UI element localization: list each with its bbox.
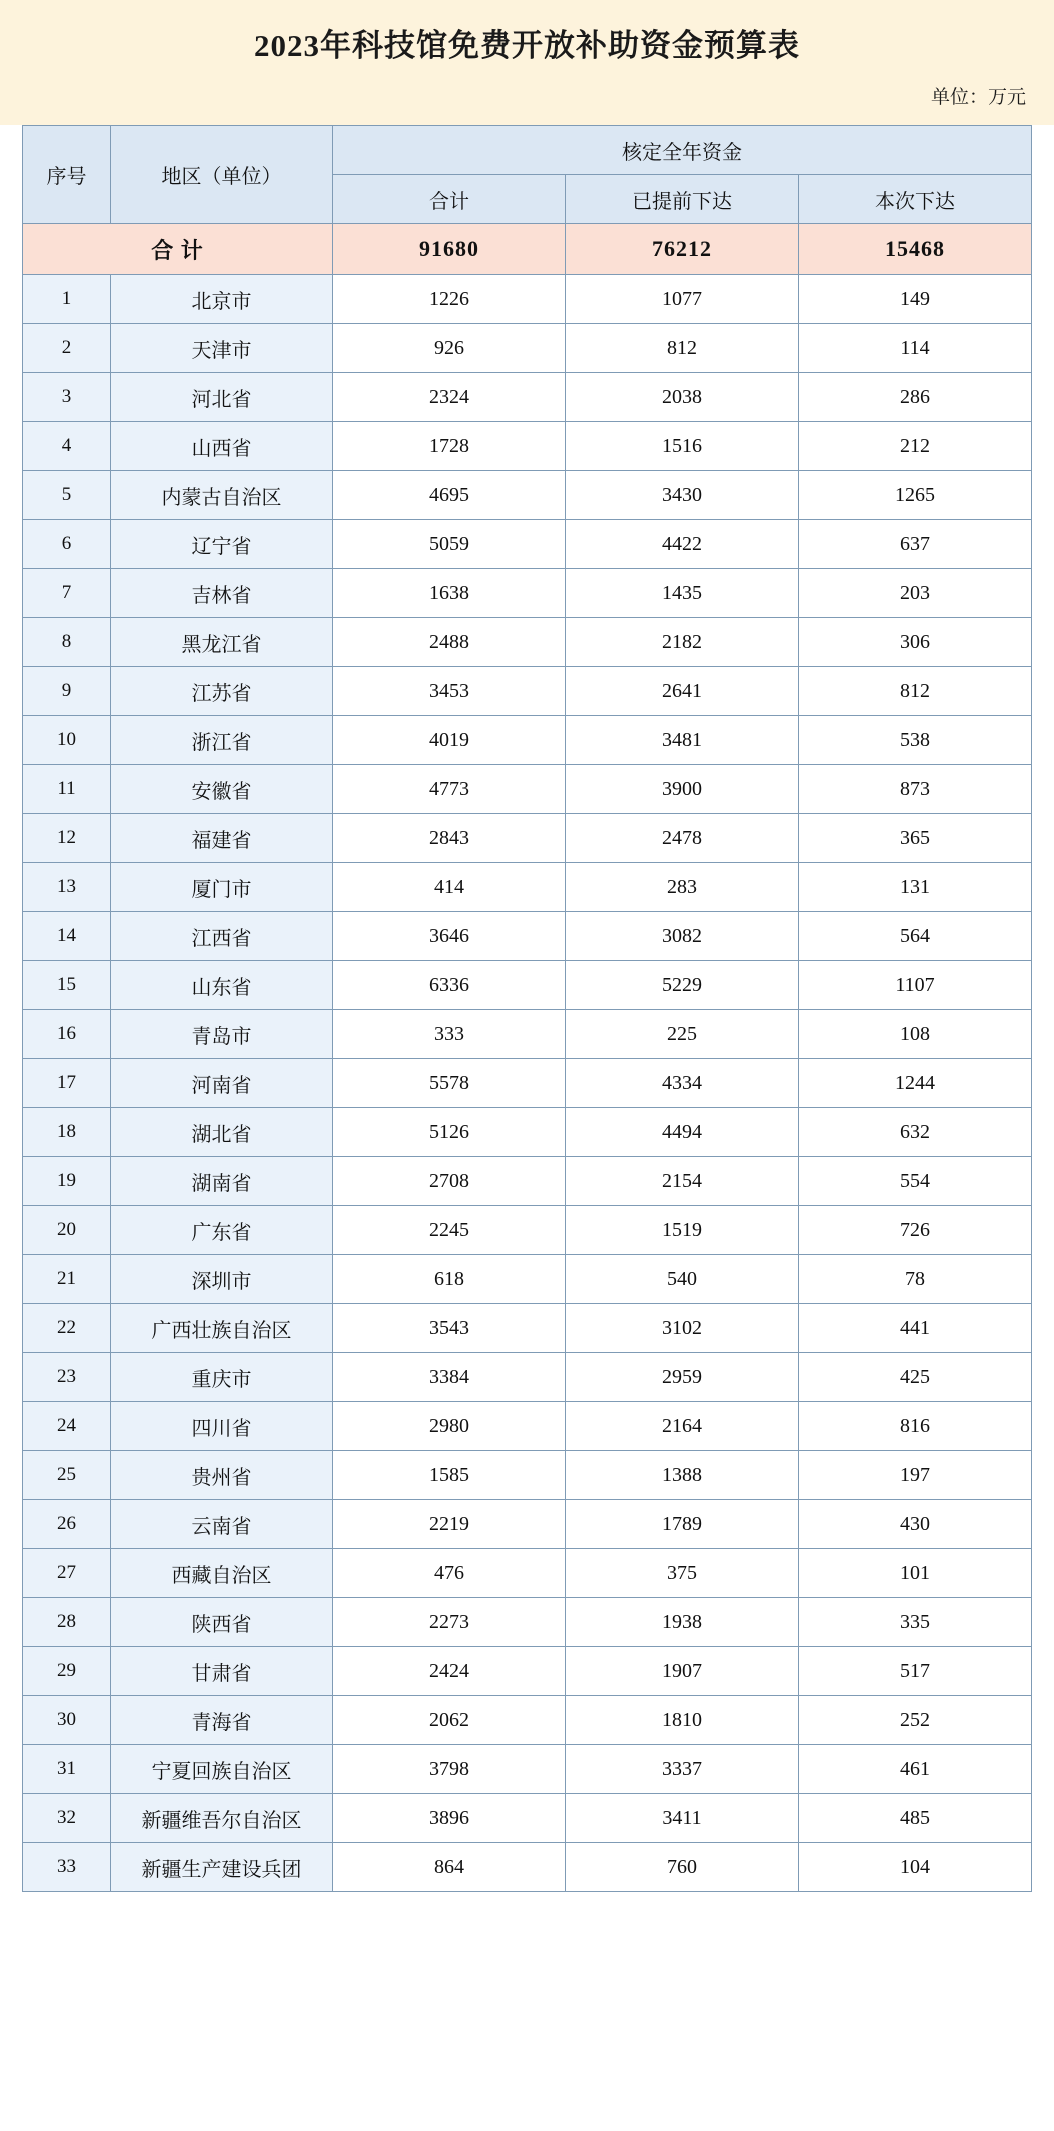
row-prereleased: 5229 bbox=[566, 961, 799, 1010]
table-row bbox=[23, 765, 1032, 814]
row-total: 2488 bbox=[333, 618, 566, 667]
row-index: 32 bbox=[23, 1794, 111, 1843]
row-area: 河北省 bbox=[111, 373, 333, 422]
row-total: 1638 bbox=[333, 569, 566, 618]
table-row bbox=[23, 961, 1032, 1010]
row-index: 3 bbox=[23, 373, 111, 422]
row-prereleased: 2182 bbox=[566, 618, 799, 667]
column-header-group: 核定全年资金 bbox=[333, 126, 1032, 175]
table-body bbox=[23, 224, 1032, 1892]
table-row bbox=[23, 422, 1032, 471]
row-prereleased: 1435 bbox=[566, 569, 799, 618]
row-current: 131 bbox=[799, 863, 1032, 912]
table-row bbox=[23, 912, 1032, 961]
table-row bbox=[23, 1647, 1032, 1696]
total-current: 15468 bbox=[799, 224, 1032, 275]
total-prereleased: 76212 bbox=[566, 224, 799, 275]
row-total: 3453 bbox=[333, 667, 566, 716]
row-current: 554 bbox=[799, 1157, 1032, 1206]
row-index: 17 bbox=[23, 1059, 111, 1108]
row-area: 广西壮族自治区 bbox=[111, 1304, 333, 1353]
row-total: 3543 bbox=[333, 1304, 566, 1353]
row-current: 335 bbox=[799, 1598, 1032, 1647]
row-total: 1226 bbox=[333, 275, 566, 324]
row-prereleased: 3481 bbox=[566, 716, 799, 765]
table-row bbox=[23, 1157, 1032, 1206]
row-index: 28 bbox=[23, 1598, 111, 1647]
row-prereleased: 283 bbox=[566, 863, 799, 912]
total-sum: 91680 bbox=[333, 224, 566, 275]
row-index: 23 bbox=[23, 1353, 111, 1402]
row-current: 252 bbox=[799, 1696, 1032, 1745]
row-area: 浙江省 bbox=[111, 716, 333, 765]
table-row bbox=[23, 1794, 1032, 1843]
row-current: 564 bbox=[799, 912, 1032, 961]
row-total: 4019 bbox=[333, 716, 566, 765]
row-index: 7 bbox=[23, 569, 111, 618]
row-prereleased: 1789 bbox=[566, 1500, 799, 1549]
row-index: 30 bbox=[23, 1696, 111, 1745]
row-index: 2 bbox=[23, 324, 111, 373]
table-row bbox=[23, 1353, 1032, 1402]
table-row bbox=[23, 1451, 1032, 1500]
row-area: 重庆市 bbox=[111, 1353, 333, 1402]
table-row bbox=[23, 863, 1032, 912]
table-row bbox=[23, 520, 1032, 569]
row-prereleased: 3082 bbox=[566, 912, 799, 961]
row-current: 726 bbox=[799, 1206, 1032, 1255]
row-current: 114 bbox=[799, 324, 1032, 373]
table-row bbox=[23, 716, 1032, 765]
row-prereleased: 2038 bbox=[566, 373, 799, 422]
row-area: 新疆维吾尔自治区 bbox=[111, 1794, 333, 1843]
row-area: 广东省 bbox=[111, 1206, 333, 1255]
row-current: 286 bbox=[799, 373, 1032, 422]
table-row bbox=[23, 324, 1032, 373]
row-area: 深圳市 bbox=[111, 1255, 333, 1304]
table-row bbox=[23, 471, 1032, 520]
row-prereleased: 3430 bbox=[566, 471, 799, 520]
row-current: 78 bbox=[799, 1255, 1032, 1304]
row-total: 2708 bbox=[333, 1157, 566, 1206]
row-area: 江西省 bbox=[111, 912, 333, 961]
row-prereleased: 225 bbox=[566, 1010, 799, 1059]
row-index: 5 bbox=[23, 471, 111, 520]
table-row bbox=[23, 373, 1032, 422]
row-area: 北京市 bbox=[111, 275, 333, 324]
row-area: 辽宁省 bbox=[111, 520, 333, 569]
row-index: 10 bbox=[23, 716, 111, 765]
row-prereleased: 4422 bbox=[566, 520, 799, 569]
table-row bbox=[23, 1402, 1032, 1451]
table-row bbox=[23, 1010, 1032, 1059]
table-row bbox=[23, 1304, 1032, 1353]
row-index: 21 bbox=[23, 1255, 111, 1304]
row-prereleased: 3411 bbox=[566, 1794, 799, 1843]
row-area: 内蒙古自治区 bbox=[111, 471, 333, 520]
row-index: 15 bbox=[23, 961, 111, 1010]
row-index: 12 bbox=[23, 814, 111, 863]
row-index: 16 bbox=[23, 1010, 111, 1059]
row-total: 333 bbox=[333, 1010, 566, 1059]
row-index: 4 bbox=[23, 422, 111, 471]
row-current: 306 bbox=[799, 618, 1032, 667]
row-current: 365 bbox=[799, 814, 1032, 863]
row-area: 青海省 bbox=[111, 1696, 333, 1745]
row-index: 18 bbox=[23, 1108, 111, 1157]
row-current: 812 bbox=[799, 667, 1032, 716]
row-current: 632 bbox=[799, 1108, 1032, 1157]
row-area: 厦门市 bbox=[111, 863, 333, 912]
row-current: 637 bbox=[799, 520, 1032, 569]
row-total: 3384 bbox=[333, 1353, 566, 1402]
unit-note-text: 单位：万元 bbox=[930, 87, 1026, 109]
row-area: 青岛市 bbox=[111, 1010, 333, 1059]
row-current: 430 bbox=[799, 1500, 1032, 1549]
row-prereleased: 1907 bbox=[566, 1647, 799, 1696]
table-header-row-1 bbox=[23, 126, 1032, 175]
row-prereleased: 2478 bbox=[566, 814, 799, 863]
row-prereleased: 1519 bbox=[566, 1206, 799, 1255]
row-total: 3646 bbox=[333, 912, 566, 961]
row-total: 2324 bbox=[333, 373, 566, 422]
row-total: 618 bbox=[333, 1255, 566, 1304]
row-index: 1 bbox=[23, 275, 111, 324]
row-current: 108 bbox=[799, 1010, 1032, 1059]
row-index: 22 bbox=[23, 1304, 111, 1353]
table-row bbox=[23, 569, 1032, 618]
table-row bbox=[23, 1549, 1032, 1598]
row-total: 2980 bbox=[333, 1402, 566, 1451]
row-prereleased: 2959 bbox=[566, 1353, 799, 1402]
row-index: 33 bbox=[23, 1843, 111, 1892]
row-prereleased: 1810 bbox=[566, 1696, 799, 1745]
row-total: 926 bbox=[333, 324, 566, 373]
row-total: 2219 bbox=[333, 1500, 566, 1549]
row-current: 1107 bbox=[799, 961, 1032, 1010]
row-current: 441 bbox=[799, 1304, 1032, 1353]
row-index: 26 bbox=[23, 1500, 111, 1549]
table-row bbox=[23, 667, 1032, 716]
row-area: 黑龙江省 bbox=[111, 618, 333, 667]
row-area: 云南省 bbox=[111, 1500, 333, 1549]
row-index: 9 bbox=[23, 667, 111, 716]
row-current: 197 bbox=[799, 1451, 1032, 1500]
row-area: 江苏省 bbox=[111, 667, 333, 716]
row-area: 安徽省 bbox=[111, 765, 333, 814]
row-index: 8 bbox=[23, 618, 111, 667]
row-prereleased: 2641 bbox=[566, 667, 799, 716]
table-row bbox=[23, 1206, 1032, 1255]
row-area: 吉林省 bbox=[111, 569, 333, 618]
title-band bbox=[0, 0, 1054, 76]
row-current: 485 bbox=[799, 1794, 1032, 1843]
row-total: 2245 bbox=[333, 1206, 566, 1255]
row-prereleased: 2164 bbox=[566, 1402, 799, 1451]
table-row bbox=[23, 1059, 1032, 1108]
row-current: 1265 bbox=[799, 471, 1032, 520]
row-area: 天津市 bbox=[111, 324, 333, 373]
row-total: 2062 bbox=[333, 1696, 566, 1745]
row-current: 212 bbox=[799, 422, 1032, 471]
row-prereleased: 3900 bbox=[566, 765, 799, 814]
row-total: 1728 bbox=[333, 422, 566, 471]
table-row bbox=[23, 618, 1032, 667]
row-current: 517 bbox=[799, 1647, 1032, 1696]
row-prereleased: 3102 bbox=[566, 1304, 799, 1353]
row-area: 宁夏回族自治区 bbox=[111, 1745, 333, 1794]
column-header-area: 地区（单位） bbox=[111, 126, 333, 224]
row-area: 陕西省 bbox=[111, 1598, 333, 1647]
row-area: 新疆生产建设兵团 bbox=[111, 1843, 333, 1892]
row-prereleased: 1388 bbox=[566, 1451, 799, 1500]
row-current: 425 bbox=[799, 1353, 1032, 1402]
table-total-row bbox=[23, 224, 1032, 275]
table-row bbox=[23, 1843, 1032, 1892]
row-area: 河南省 bbox=[111, 1059, 333, 1108]
table-row bbox=[23, 275, 1032, 324]
row-current: 101 bbox=[799, 1549, 1032, 1598]
row-index: 19 bbox=[23, 1157, 111, 1206]
row-area: 贵州省 bbox=[111, 1451, 333, 1500]
row-prereleased: 760 bbox=[566, 1843, 799, 1892]
row-area: 西藏自治区 bbox=[111, 1549, 333, 1598]
row-total: 3798 bbox=[333, 1745, 566, 1794]
row-prereleased: 812 bbox=[566, 324, 799, 373]
row-index: 29 bbox=[23, 1647, 111, 1696]
row-prereleased: 375 bbox=[566, 1549, 799, 1598]
row-prereleased: 4334 bbox=[566, 1059, 799, 1108]
row-prereleased: 1077 bbox=[566, 275, 799, 324]
row-index: 13 bbox=[23, 863, 111, 912]
row-total: 414 bbox=[333, 863, 566, 912]
row-prereleased: 3337 bbox=[566, 1745, 799, 1794]
row-current: 538 bbox=[799, 716, 1032, 765]
page-title: 2023年科技馆免费开放补助资金预算表 bbox=[254, 28, 800, 63]
row-current: 104 bbox=[799, 1843, 1032, 1892]
row-current: 1244 bbox=[799, 1059, 1032, 1108]
row-total: 476 bbox=[333, 1549, 566, 1598]
unit-note bbox=[0, 76, 1054, 125]
row-current: 149 bbox=[799, 275, 1032, 324]
total-label: 合 计 bbox=[23, 224, 333, 275]
row-total: 2273 bbox=[333, 1598, 566, 1647]
row-total: 3896 bbox=[333, 1794, 566, 1843]
column-header-current: 本次下达 bbox=[799, 175, 1032, 224]
table-row bbox=[23, 1696, 1032, 1745]
column-header-prereleased: 已提前下达 bbox=[566, 175, 799, 224]
row-total: 4773 bbox=[333, 765, 566, 814]
table-header bbox=[23, 126, 1032, 224]
row-total: 5126 bbox=[333, 1108, 566, 1157]
row-area: 山东省 bbox=[111, 961, 333, 1010]
column-header-index: 序号 bbox=[23, 126, 111, 224]
row-total: 5059 bbox=[333, 520, 566, 569]
row-area: 四川省 bbox=[111, 1402, 333, 1451]
row-index: 25 bbox=[23, 1451, 111, 1500]
row-total: 2843 bbox=[333, 814, 566, 863]
row-prereleased: 2154 bbox=[566, 1157, 799, 1206]
table-row bbox=[23, 1745, 1032, 1794]
row-total: 1585 bbox=[333, 1451, 566, 1500]
row-index: 31 bbox=[23, 1745, 111, 1794]
row-total: 4695 bbox=[333, 471, 566, 520]
row-area: 山西省 bbox=[111, 422, 333, 471]
table-row bbox=[23, 1500, 1032, 1549]
row-index: 14 bbox=[23, 912, 111, 961]
row-current: 461 bbox=[799, 1745, 1032, 1794]
row-area: 甘肃省 bbox=[111, 1647, 333, 1696]
row-area: 湖北省 bbox=[111, 1108, 333, 1157]
row-current: 873 bbox=[799, 765, 1032, 814]
row-prereleased: 1938 bbox=[566, 1598, 799, 1647]
row-index: 27 bbox=[23, 1549, 111, 1598]
column-header-total: 合计 bbox=[333, 175, 566, 224]
row-total: 6336 bbox=[333, 961, 566, 1010]
row-total: 864 bbox=[333, 1843, 566, 1892]
table-container bbox=[0, 125, 1054, 1910]
row-index: 11 bbox=[23, 765, 111, 814]
row-index: 24 bbox=[23, 1402, 111, 1451]
table-row bbox=[23, 1108, 1032, 1157]
budget-table bbox=[22, 125, 1032, 1892]
row-total: 2424 bbox=[333, 1647, 566, 1696]
row-prereleased: 4494 bbox=[566, 1108, 799, 1157]
row-area: 湖南省 bbox=[111, 1157, 333, 1206]
row-index: 6 bbox=[23, 520, 111, 569]
row-current: 203 bbox=[799, 569, 1032, 618]
table-row bbox=[23, 814, 1032, 863]
table-row bbox=[23, 1598, 1032, 1647]
row-current: 816 bbox=[799, 1402, 1032, 1451]
row-index: 20 bbox=[23, 1206, 111, 1255]
row-prereleased: 540 bbox=[566, 1255, 799, 1304]
table-row bbox=[23, 1255, 1032, 1304]
row-prereleased: 1516 bbox=[566, 422, 799, 471]
row-total: 5578 bbox=[333, 1059, 566, 1108]
row-area: 福建省 bbox=[111, 814, 333, 863]
